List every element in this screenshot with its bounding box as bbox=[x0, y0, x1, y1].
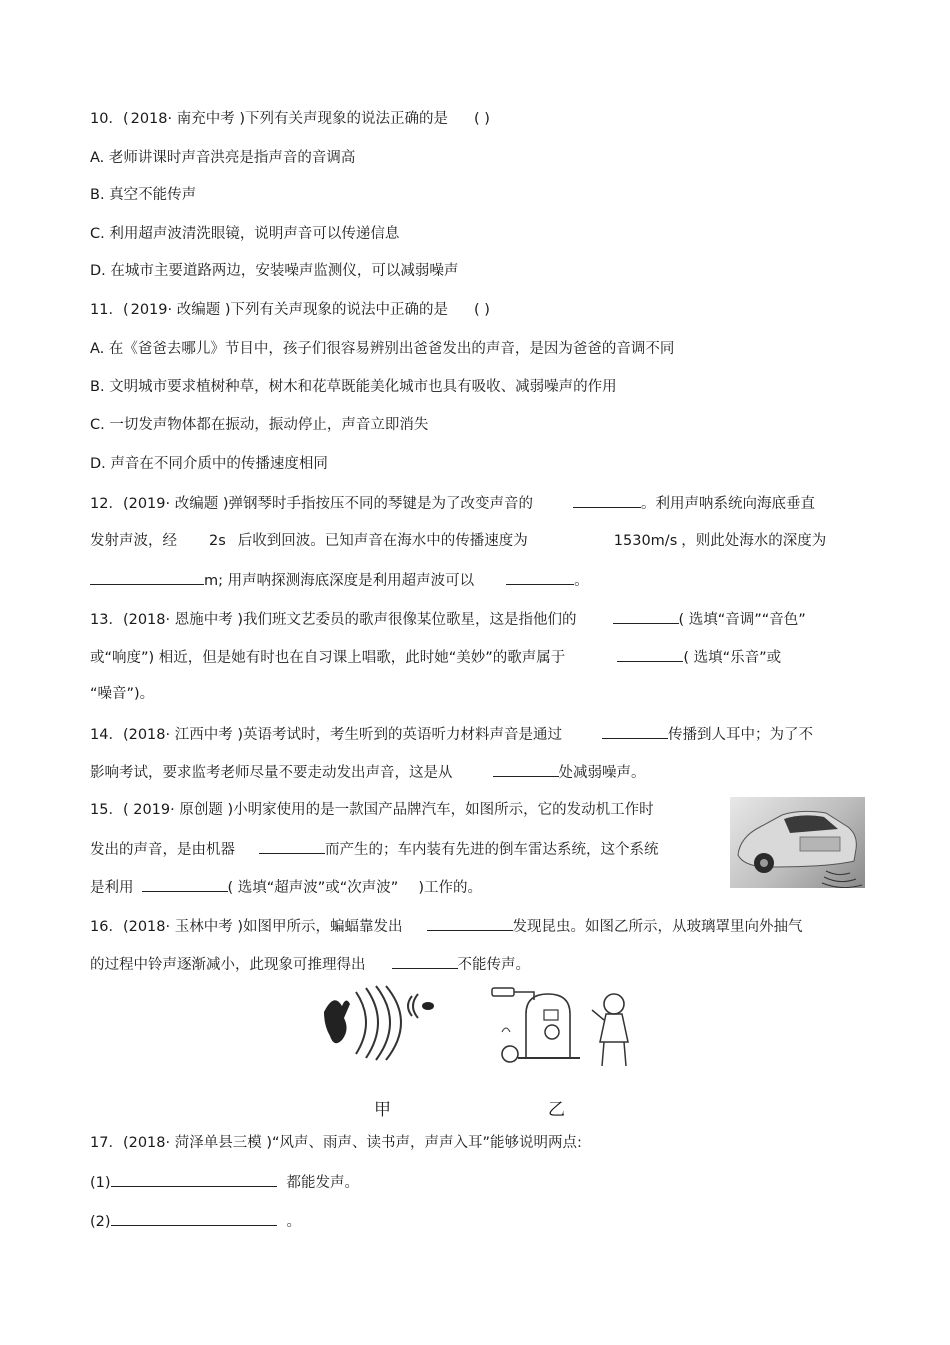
bell-jar-illustration bbox=[488, 980, 638, 1070]
q11-option-a: A. 在《爸爸去哪儿》节目中，孩子们很容易辨别出爸爸发出的声音，是因为爸爸的音调不同 bbox=[90, 341, 675, 357]
answer-blank[interactable] bbox=[392, 953, 458, 969]
answer-blank[interactable] bbox=[613, 608, 679, 624]
answer-blank[interactable] bbox=[617, 646, 683, 662]
q14-line1: 14．(2018· 江西中考 )英语考试时，考生听到的英语听力材料声音是通过 传播到人耳中；为了不 bbox=[90, 723, 813, 745]
figure-caption-yi: 乙 bbox=[548, 1100, 565, 1120]
q14-line2: 影响考试，要求监考老师尽量不要走动发出声音，这是从 处减弱噪声。 bbox=[90, 761, 646, 783]
q17-stem: 17．(2018· 菏泽单县三模 )“风声、雨声、读书声，声声入耳”能够说明两点: bbox=[90, 1135, 582, 1151]
q10-option-d: D. 在城市主要道路两边，安装噪声监测仪，可以减弱噪声 bbox=[90, 263, 459, 279]
q16-line1: 16．(2018· 玉林中考 )如图甲所示，蝙蝠靠发出 发现昆虫。如图乙所示，从玻璃罩里向外抽气 bbox=[90, 915, 803, 937]
answer-blank[interactable] bbox=[90, 569, 204, 585]
q13-line1: 13．(2018· 恩施中考 )我们班文艺委员的歌声很像某位歌星，这是指他们的 ( 选填“音调”“音色” bbox=[90, 608, 806, 630]
q12-line1: 12．(2019· 改编题 )弹钢琴时手指按压不同的琴键是为了改变声音的 。利用声呐系统向海底垂直 bbox=[90, 492, 815, 514]
answer-blank[interactable] bbox=[142, 876, 228, 892]
q12-line2: 发射声波，经 2s 后收到回波。已知声音在海水中的传播速度为 1530m/s ，则此处海水的深度为 bbox=[90, 533, 827, 549]
q17-part2: (2) 。 bbox=[90, 1210, 301, 1232]
answer-blank[interactable] bbox=[427, 915, 513, 931]
car-image bbox=[730, 797, 865, 888]
q10-option-a: A. 老师讲课时声音洪亮是指声音的音调高 bbox=[90, 150, 356, 166]
q13-line3: “噪音”)。 bbox=[90, 686, 155, 702]
bat-illustration bbox=[320, 982, 440, 1062]
q11-option-d: D. 声音在不同介质中的传播速度相同 bbox=[90, 456, 328, 472]
q11-option-b: B. 文明城市要求植树种草，树木和花草既能美化城市也具有吸收、减弱噪声的作用 bbox=[90, 379, 617, 395]
answer-blank[interactable] bbox=[493, 761, 559, 777]
q15-line3: 是利用 ( 选填“超声波”或“次声波” )工作的。 bbox=[90, 876, 482, 898]
figure-caption-jia: 甲 bbox=[374, 1100, 391, 1120]
q13-line2: 或“响度”) 相近，但是她有时也在自习课上唱歌，此时她“美妙”的歌声属于 ( 选填“乐音”或 bbox=[90, 646, 781, 668]
q10-option-c: C. 利用超声波清洗眼镜，说明声音可以传递信息 bbox=[90, 226, 400, 242]
answer-blank[interactable] bbox=[259, 838, 325, 854]
q10-option-b: B. 真空不能传声 bbox=[90, 187, 197, 203]
q11-option-c: C. 一切发声物体都在振动，振动停止，声音立即消失 bbox=[90, 417, 429, 433]
bat-echolocation-figure bbox=[320, 982, 440, 1062]
q15-line1: 15．( 2019· 原创题 )小明家使用的是一款国产品牌汽车，如图所示，它的发动机工作时 bbox=[90, 802, 654, 818]
answer-blank[interactable] bbox=[573, 492, 641, 508]
q17-part1: (1) 都能发声。 bbox=[90, 1171, 359, 1193]
q16-line2: 的过程中铃声逐渐减小，此现象可推理得出 不能传声。 bbox=[90, 953, 530, 975]
answer-blank[interactable] bbox=[602, 723, 668, 739]
q11-stem: 11．( 2019· 改编题 )下列有关声现象的说法中正确的是 ( ) bbox=[90, 302, 490, 318]
answer-blank[interactable] bbox=[111, 1210, 277, 1226]
answer-blank[interactable] bbox=[111, 1171, 277, 1187]
answer-blank[interactable] bbox=[506, 569, 574, 585]
bell-jar-figure bbox=[488, 980, 638, 1070]
q15-line2: 发出的声音，是由机器 而产生的；车内装有先进的倒车雷达系统，这个系统 bbox=[90, 838, 659, 860]
q12-line3: m; 用声呐探测海底深度是利用超声波可以 。 bbox=[90, 569, 589, 591]
q10-stem: 10．( 2018· 南充中考 )下列有关声现象的说法正确的是 ( ) bbox=[90, 111, 490, 127]
car-illustration bbox=[730, 797, 865, 888]
